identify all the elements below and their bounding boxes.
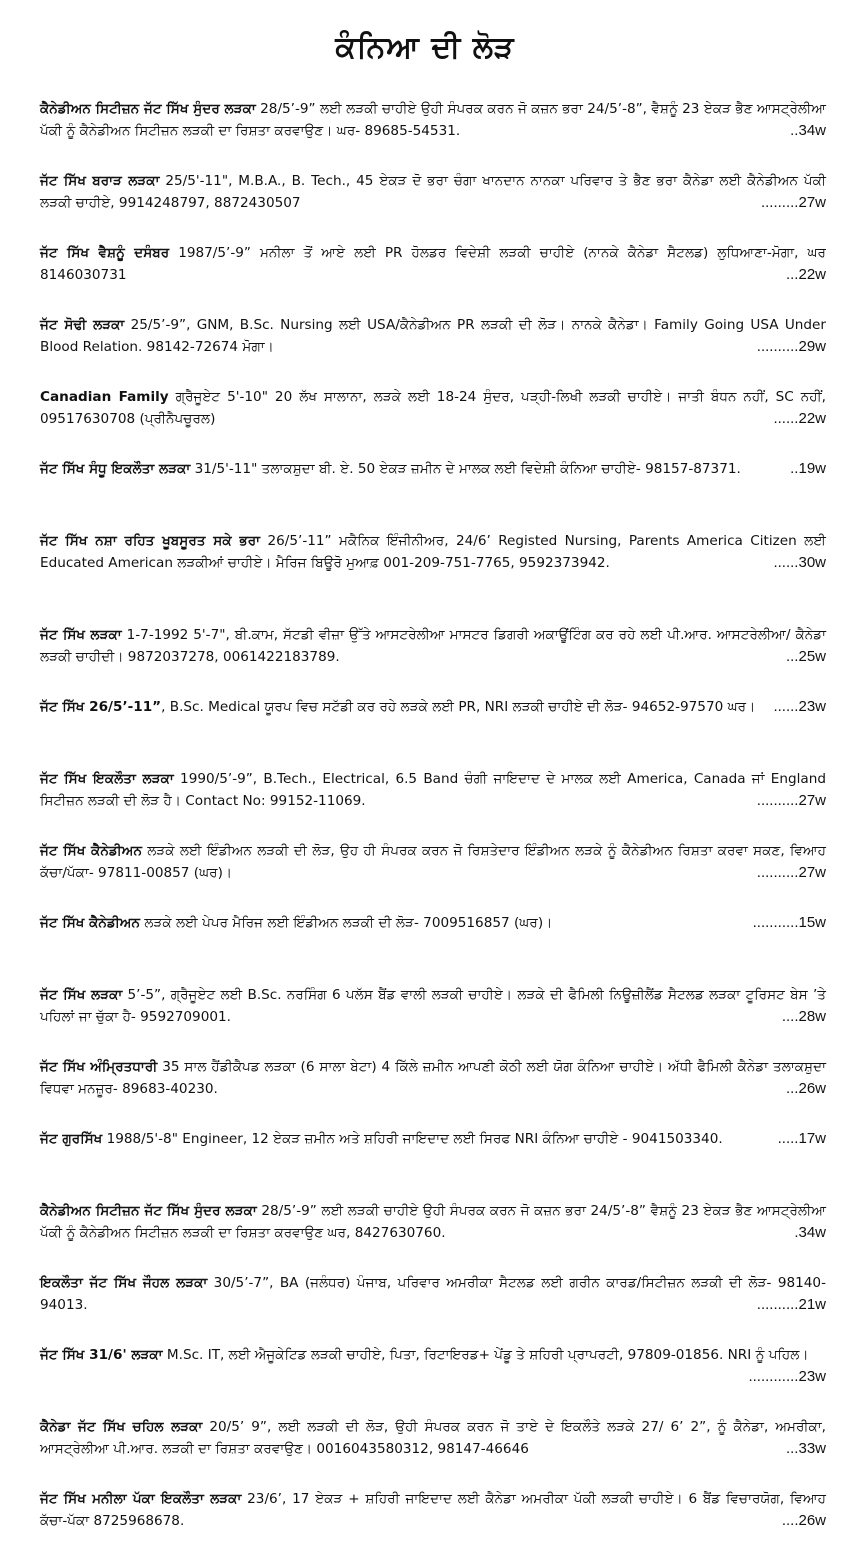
ad-body-text: 30/5’-7”, BA (ਜਲੰਧਰ) ਪੰਜਾਬ, ਪਰਿਵਾਰ ਅਮਰੀਕਾ ਸੈਟਲਡ ਲਈ ਗਰੀਨ ਕਾਰਡ/ਸਿਟੀਜ਼ਨ ਲੜਕੀ ਦੀ ਲੋੜ- 98140-94013. (40, 1275, 826, 1313)
ad-body-text: , B.Sc. Medical ਯੂਰਪ ਵਿਚ ਸਟੱਡੀ ਕਰ ਰਹੇ ਲੜਕੇ ਲਈ PR, NRI ਲੜਕੀ ਚਾਹੀਏ ਦੀ ਲੋੜ- 94652-97570 ਘਰ। (161, 699, 756, 715)
classified-ad (40, 456, 826, 528)
ad-lead-text: ਜੱਟ ਸਿੱਖ 31/6' ਲੜਕਾ (40, 1347, 163, 1363)
ad-body-text: 28/5’-9” ਲਈ ਲੜਕੀ ਚਾਹੀਏ ਉਹੀ ਸੰਪਰਕ ਕਰਨ ਜੋ ਕਜ਼ਨ ਭਰਾ 24/5’-8”, ਵੈਸ਼ਨੂੰ 23 ਏਕੜ ਭੈਣ ਆਸਟ੍ਰੇਲੀਆ ਪੱਕੀ ਨੂੰ ਕੈਨੇਡੀਅਨ ਸਿਟੀਜ਼ਨ ਲੜਕੀ ਦਾ ਰਿਸ਼ਤਾ ਕਰਵਾਉਣ। ਘਰ- 89685-54531. (40, 101, 827, 139)
ad-body-text: 5’-5”, ਗ੍ਰੈਜੂਏਟ ਲਈ B.Sc. ਨਰਸਿੰਗ 6 ਪਲੱਸ ਬੈਂਡ ਵਾਲੀ ਲੜਕੀ ਚਾਹੀਏ। ਲੜਕੇ ਦੀ ਫੈਮਿਲੀ ਨਿਊਜ਼ੀਲੈਂਡ ਸੈਟਲਡ ਲੜਕਾ ਟੂਰਿਸਟ ਬੇਸ ’ਤੇ ਪਹਿਲਾਂ ਜਾ ਚੁੱਕਾ ਹੈ- 9592709001. (40, 987, 826, 1025)
ad-reference-code: ...25w (785, 648, 826, 665)
classified-ad (40, 838, 826, 910)
ad-lead-text: ਜੱਟ ਗੁਰਸਿੱਖ (40, 1131, 103, 1147)
ad-lead-text: ਜੱਟ ਸਿੱਖ ਲੜਕਾ (40, 627, 122, 643)
ad-lead-text: ਜੱਟ ਸਿੱਖ ਅੰਮ੍ਰਿਤਧਾਰੀ (40, 1059, 158, 1075)
ad-reference-code: ............23w (748, 1368, 826, 1385)
classified-ad (40, 528, 826, 622)
ad-lead-text: ਕੈਨੇਡੀਅਨ ਸਿਟੀਜ਼ਨ ਜੱਟ ਸਿੱਖ ਸੁੰਦਰ ਲੜਕਾ (40, 1203, 257, 1219)
ad-reference-code: ....26w (781, 1512, 826, 1529)
ad-reference-code: ..........27w (756, 792, 826, 809)
ad-body-text: M.Sc. IT, ਲਈ ਐਜੂਕੇਟਿਡ ਲੜਕੀ ਚਾਹੀਏ, ਪਿਤਾ, ਰਿਟਾਇਰਡ+ ਪੇਂਡੂ ਤੇ ਸ਼ਹਿਰੀ ਪ੍ਰਾਪਰਟੀ, 97809-01856. NRI ਨੂੰ ਪਹਿਲ। (162, 1347, 809, 1363)
ad-reference-code: ..34w (790, 122, 826, 139)
ad-reference-code: .34w (794, 1224, 826, 1241)
ad-lead-text: ਜੱਟ ਸਿੱਖ ਸੰਧੂ ਇਕਲੌਤਾ ਲੜਕਾ (40, 461, 191, 477)
ad-reference-code: ..........27w (756, 864, 826, 881)
ad-reference-code: .........27w (760, 194, 826, 211)
ad-body-text: 25/5'-11", M.B.A., B. Tech., 45 ਏਕੜ ਦੋ ਭਰਾ ਚੰਗਾ ਖਾਨਦਾਨ ਨਾਨਕਾ ਪਰਿਵਾਰ ਤੇ ਭੈਣ ਭਰਾ ਕੈਨੇਡਾ ਲਈ ਕੈਨੇਡੀਅਨ ਪੱਕੀ ਲੜਕੀ ਚਾਹੀਏ, 9914248797, 8872430507 (40, 173, 826, 211)
ad-reference-code: ..19w (790, 460, 826, 477)
classified-ads-list (40, 96, 826, 1558)
ad-lead-text: ਜੱਟ ਸਿੱਖ ਲੜਕਾ (40, 987, 123, 1003)
ad-lead-text: ਜੱਟ ਸਿੱਖ 26/5’-11” (40, 699, 162, 715)
classified-ad (40, 910, 826, 982)
ad-reference-code: ...33w (785, 1440, 826, 1457)
classified-ad (40, 1270, 826, 1342)
classified-ad (40, 766, 826, 838)
ad-body-text: ਲੜਕੇ ਲਈ ਇੰਡੀਅਨ ਲੜਕੀ ਦੀ ਲੋੜ, ਉਹ ਹੀ ਸੰਪਰਕ ਕਰਨ ਜੋ ਰਿਸ਼ਤੇਦਾਰ ਇੰਡੀਅਨ ਲੜਕੇ ਨੂੰ ਕੈਨੇਡੀਅਨ ਰਿਸ਼ਤਾ ਕਰਵਾ ਸਕਣ, ਵਿਆਹ ਕੱਚਾ/ਪੱਕਾ- 97811-00857 (ਘਰ)। (40, 843, 826, 881)
classified-ad (40, 1414, 826, 1486)
ad-body-text: ਗ੍ਰੈਜੂਏਟ 5'-10" 20 ਲੱਖ ਸਾਲਾਨਾ, ਲੜਕੇ ਲਈ 18-24 ਸੁੰਦਰ, ਪੜ੍ਹੀ-ਲਿਖੀ ਲੜਕੀ ਚਾਹੀਏ। ਜਾਤੀ ਬੰਧਨ ਨਹੀਂ, SC ਨਹੀਂ, 09517630708 (ਪ੍ਰੀਨੈਪਚੂਰਲ) (40, 389, 826, 427)
ad-lead-text: ਕੈਨੇਡੀਅਨ ਸਿਟੀਜ਼ਨ ਜੱਟ ਸਿੱਖ ਸੁੰਦਰ ਲੜਕਾ (40, 101, 256, 117)
ad-lead-text: ਜੱਟ ਸਿੱਖ ਬਰਾੜ ਲੜਕਾ (40, 173, 160, 189)
ad-lead-text: ਜੱਟ ਸਿੱਖ ਨਸ਼ਾ ਰਹਿਤ ਖੂਬਸੂਰਤ ਸਕੇ ਭਰਾ (40, 533, 261, 549)
classified-ad (40, 1126, 826, 1198)
classified-ad (40, 384, 826, 456)
classified-ad (40, 168, 826, 240)
ad-body-text: 28/5’-9” ਲਈ ਲੜਕੀ ਚਾਹੀਏ ਉਹੀ ਸੰਪਰਕ ਕਰਨ ਜੋ ਕਜ਼ਨ ਭਰਾ 24/5’-8” ਵੈਸ਼ਨੂੰ 23 ਏਕੜ ਭੈਣ ਆਸਟ੍ਰੇਲੀਆ ਪੱਕੀ ਨੂੰ ਕੈਨੇਡੀਅਨ ਸਿਟੀਜ਼ਨ ਲੜਕੀ ਦਾ ਰਿਸ਼ਤਾ ਕਰਵਾਉਣ ਘਰ, 8427630760. (40, 1203, 827, 1241)
classified-ad (40, 1342, 826, 1414)
ad-body-text: 35 ਸਾਲ ਹੈਂਡੀਕੈਪਡ ਲੜਕਾ (6 ਸਾਲਾ ਬੇਟਾ) 4 ਕਿੱਲੇ ਜ਼ਮੀਨ ਆਪਣੀ ਕੋਠੀ ਲਈ ਯੋਗ ਕੰਨਿਆ ਚਾਹੀਏ। ਅੱਧੀ ਫੈਮਿਲੀ ਕੈਨੇਡਾ ਤਲਾਕਸ਼ੁਦਾ ਵਿਧਵਾ ਮਨਜ਼ੂਰ- 89683-40230. (40, 1059, 826, 1097)
ad-body-text: 23/6’, 17 ਏਕੜ + ਸ਼ਹਿਰੀ ਜਾਇਦਾਦ ਲਈ ਕੈਨੇਡਾ ਅਮਰੀਕਾ ਪੱਕੀ ਲੜਕੀ ਚਾਹੀਏ। 6 ਬੈਂਡ ਵਿਚਾਰਯੋਗ, ਵਿਆਹ ਕੱਚਾ-ਪੱਕਾ 8725968678. (40, 1491, 826, 1529)
ad-reference-code: ....28w (781, 1008, 826, 1025)
ad-body-text: 1987/5’-9” ਮਨੀਲਾ ਤੋਂ ਆਏ ਲਈ PR ਹੋਲਡਰ ਵਿਦੇਸ਼ੀ ਲੜਕੀ ਚਾਹੀਏ (ਨਾਨਕੇ ਕੈਨੇਡਾ ਸੈਟਲਡ) ਲੁਧਿਆਣਾ-ਮੋਗਾ, ਘਰ 8146030731 (40, 245, 826, 283)
ad-reference-code: ..........21w (756, 1296, 826, 1313)
classified-ad (40, 312, 826, 384)
ad-lead-text: ਜੱਟ ਸਿੱਖ ਵੈਸ਼ਨੂੰ ਦਸੰਬਰ (40, 245, 170, 261)
ad-lead-text: ਜੱਟ ਸਿੱਖ ਮਨੀਲਾ ਪੱਕਾ ਇਕਲੌਤਾ ਲੜਕਾ (40, 1491, 242, 1507)
ad-body-text: 25/5’-9”, GNM, B.Sc. Nursing ਲਈ USA/ਕੈਨੇਡੀਅਨ PR ਲੜਕੀ ਦੀ ਲੋੜ। ਨਾਨਕੇ ਕੈਨੇਡਾ। Family Going USA Under Blood Relation. 98142-72674 ਮੋਗਾ। (40, 317, 826, 355)
classified-ad (40, 240, 826, 312)
ad-lead-text: ਕੈਨੇਡਾ ਜੱਟ ਸਿੱਖ ਚਹਿਲ ਲੜਕਾ (40, 1419, 203, 1435)
classified-ad (40, 1486, 826, 1558)
ad-lead-text: ਜੱਟ ਸੋਢੀ ਲੜਕਾ (40, 317, 125, 333)
ad-body-text: 1988/5'-8" Engineer, 12 ਏਕੜ ਜ਼ਮੀਨ ਅਤੇ ਸ਼ਹਿਰੀ ਜਾਇਦਾਦ ਲਈ ਸਿਰਫ NRI ਕੰਨਿਆ ਚਾਹੀਏ - 9041503340. (102, 1131, 723, 1147)
ad-body-text: 20/5’ 9”, ਲਈ ਲੜਕੀ ਦੀ ਲੋੜ, ਉਹੀ ਸੰਪਰਕ ਕਰਨ ਜੋ ਤਾਏ ਦੇ ਇਕਲੌਤੇ ਲੜਕੇ 27/ 6’ 2”, ਨੂੰ ਕੈਨੇਡਾ, ਅਮਰੀਕਾ, ਆਸਟ੍ਰੇਲੀਆ ਪੀ.ਆਰ. ਲੜਕੀ ਦਾ ਰਿਸ਼ਤਾ ਕਰਵਾਉਣ। 0016043580312, 98147-46646 (40, 1419, 826, 1457)
ad-lead-text: Canadian Family (40, 389, 169, 405)
ad-body-text: 31/5'-11" ਤਲਾਕਸ਼ੁਦਾ ਬੀ. ਏ. 50 ਏਕੜ ਜ਼ਮੀਨ ਦੇ ਮਾਲਕ ਲਈ ਵਿਦੇਸ਼ੀ ਕੰਨਿਆ ਚਾਹੀਏ- 98157-87371. (190, 461, 741, 477)
ad-body-text: 1-7-1992 5'-7", ਬੀ.ਕਾਮ, ਸੱਟਡੀ ਵੀਜ਼ਾ ਉੱਤੇ ਆਸਟਰੇਲੀਆ ਮਾਸਟਰ ਡਿਗਰੀ ਅਕਾਊਂਟਿੰਗ ਕਰ ਰਹੇ ਲਈ ਪੀ.ਆਰ. ਆਸਟਰੇਲੀਆ/ ਕੈਨੇਡਾ ਲੜਕੀ ਚਾਹੀਦੀ। 9872037278, 0061422183789. (40, 627, 826, 665)
ad-lead-text: ਇਕਲੌਤਾ ਜੱਟ ਸਿੱਖ ਜੌਹਲ ਲੜਕਾ (40, 1275, 208, 1291)
ad-reference-code: ...26w (785, 1080, 826, 1097)
ad-reference-code: ...........15w (752, 914, 826, 931)
ad-reference-code: ...22w (785, 266, 826, 283)
classified-ad (40, 694, 826, 766)
classified-ad (40, 96, 826, 168)
ad-reference-code: ..........29w (756, 338, 826, 355)
classified-ad (40, 1198, 826, 1270)
ad-lead-text: ਜੱਟ ਸਿੱਖ ਇਕਲੌਤਾ ਲੜਕਾ (40, 771, 174, 787)
classified-ad (40, 982, 826, 1054)
ad-reference-code: .....17w (777, 1130, 826, 1147)
classified-ad (40, 622, 826, 694)
ad-lead-text: ਜੱਟ ਸਿੱਖ ਕੈਨੇਡੀਅਨ (40, 843, 142, 859)
ad-body-text: 1990/5’-9”, B.Tech., Electrical, 6.5 Band ਚੰਗੀ ਜਾਇਦਾਦ ਦੇ ਮਾਲਕ ਲਈ America, Canada ਜਾਂ England ਸਿਟੀਜ਼ਨ ਲੜਕੀ ਦੀ ਲੋੜ ਹੈ। Contact No: 99152-11069. (40, 771, 826, 809)
ad-reference-code: ......30w (773, 554, 826, 571)
ad-body-text: ਲੜਕੇ ਲਈ ਪੇਪਰ ਮੈਰਿਜ ਲਈ ਇੰਡੀਅਨ ਲੜਕੀ ਦੀ ਲੋੜ- 7009516857 (ਘਰ)। (140, 915, 553, 931)
classified-ad (40, 1054, 826, 1126)
ad-reference-code: ......22w (773, 410, 826, 427)
ad-body-text: 26/5’-11” ਮਕੈਨਿਕ ਇੰਜੀਨੀਅਰ, 24/6’ Registed Nursing, Parents America Citizen ਲਈ Educated American ਲੜਕੀਆਂ ਚਾਹੀਏ। ਮੈਰਿਜ ਬਿਊਰੋ ਮੁਆਫ਼ 001-209-751-7765, 9592373942. (40, 533, 826, 571)
page-title: ਕੰਨਿਆ ਦੀ ਲੋੜ (335, 30, 515, 65)
ad-lead-text: ਜੱਟ ਸਿੱਖ ਕੈਨੇਡੀਅਨ (40, 915, 140, 931)
ad-reference-code: ......23w (773, 698, 826, 715)
